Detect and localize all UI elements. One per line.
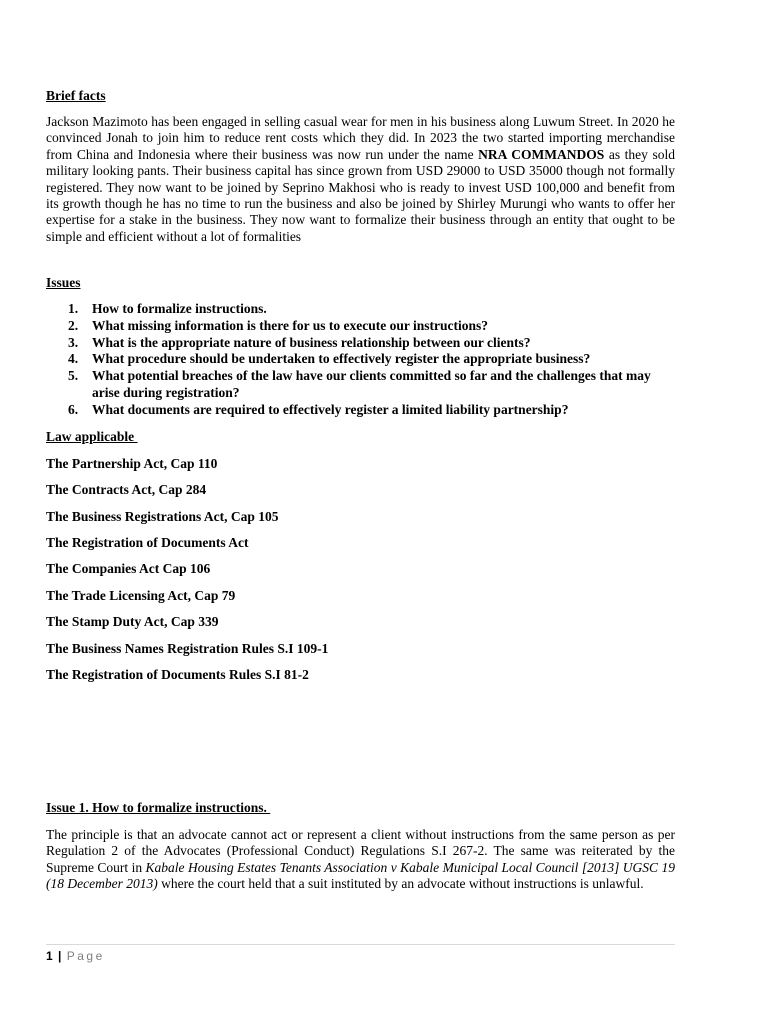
issue1-paragraph [46,827,675,893]
law-item: The Business Registrations Act, Cap 105 [46,509,279,524]
issue-number: 3. [68,334,79,350]
law-item: The Companies Act Cap 106 [46,561,211,576]
issue-number: 6. [68,401,79,417]
issues-list [46,301,675,419]
issue1-text-part2: where the court held that a suit instituted by an advocate without instructions is unlawful. [157,876,644,892]
brief-facts-paragraph [46,114,675,245]
issue-number: 2. [68,317,79,333]
issue-item [46,368,675,402]
issue-text: What potential breaches of the law have our clients committed so far and the challenges that may arise during registration? [92,368,651,400]
page-label: Page [66,949,105,963]
brief-facts-heading: Brief facts [46,88,106,103]
issue-text: What procedure should be undertaken to effectively register the appropriate business? [92,351,591,367]
law-item: The Trade Licensing Act, Cap 79 [46,588,236,603]
issue-text: What is the appropriate nature of business relationship between our clients? [92,334,531,350]
issue1-heading [46,800,675,816]
footer-separator: | [58,949,62,963]
issue-item [46,351,675,368]
issue-item [46,402,675,419]
business-name: NRA COMMANDOS [478,146,605,162]
law-heading-text: Law applicable [46,429,138,444]
page-footer [46,948,105,964]
issue-number: 5. [68,368,79,384]
case-citation: Kabale Housing Estates Tenants Association v Kabale Municipal Local Council [2013] UGSC 19 (18 December 2013) [46,859,675,892]
law-item: The Partnership Act, Cap 110 [46,456,218,471]
issue-text: How to formalize instructions. [92,301,267,316]
issue1-text-part1: The principle is that an advocate cannot act or represent a client without instructions from the same person as per Regulation 2 of the Advocates (Professional Conduct) Regulations S.I 267-2. The same was reiterated by the Supreme Court in [46,827,675,875]
law-item: The Registration of Documents Act [46,535,249,550]
law-item: The Business Names Registration Rules S.I 109-1 [46,641,329,656]
issue-item [46,301,675,318]
page-number: 1 [46,949,53,963]
law-item: The Stamp Duty Act, Cap 339 [46,614,219,629]
issue-number: 4. [68,351,79,367]
footer-divider [46,944,675,945]
issue-item [46,318,675,335]
brief-text-part2: as they sold military looking pants. Their business capital has since grown from USD 29000 to USD 35000 though not formally registered. They now want to be joined by Seprino Makhosi who is ready to invest USD 100,000 and benefit from its growth though he has no time to run the business and also be joined by Shirley Murungi who wants to offer her expertise for a stake in the business. They now want to formalize their business through an entity that ought to be simple and efficient without a lot of formalities [46,146,675,244]
issues-heading: Issues [46,275,81,290]
brief-text-part1: Jackson Mazimoto has been engaged in selling casual wear for men in his business along Luwum Street. In 2020 he convinced Jonah to join him to reduce rent costs which they did. In 2023 the two started importing merchandise from China and Indonesia where their business was now run under the name [46,114,675,162]
law-item: The Contracts Act, Cap 284 [46,482,207,497]
issue-item [46,335,675,352]
law-item: The Registration of Documents Rules S.I 81-2 [46,667,309,682]
issue1-heading-text: Issue 1. How to formalize instructions. [46,800,271,815]
issue-number: 1. [68,301,79,316]
issue-text: What documents are required to effectively register a limited liability partnership? [92,401,569,417]
law-applicable-heading [46,429,675,445]
issue-text: What missing information is there for us to execute our instructions? [92,317,488,333]
